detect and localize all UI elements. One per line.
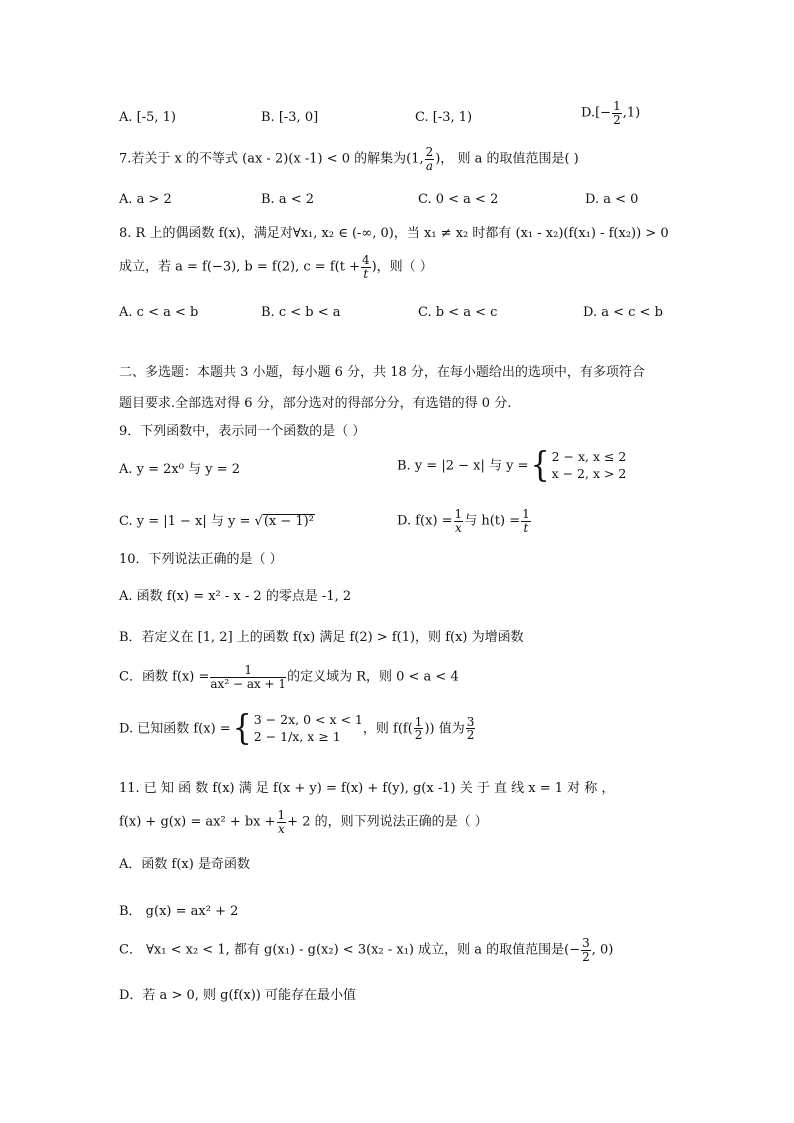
q6-option-d: D.[− $\frac{1}{2}$ ,1) [581,99,641,127]
q7-option-d: D. a < 0 [585,192,639,207]
q11-option-d: D．若 a > 0, 则 g(f(x)) 可能存在最小值 [119,988,357,1003]
q6-option-a: A. [-5, 1) [119,110,176,125]
q9-option-d: D. f(x) = $\frac{1}{x}$ 与 h(t) = $\frac{1}{t}$ [397,507,530,535]
q11-option-a: A．函数 f(x) 是奇函数 [119,857,250,872]
q11-stem-line2: f(x) + g(x) = ax² + bx + $\frac{1}{x}$ + 2 的，则下列说法正确的是（ ） [119,808,488,836]
q8-option-c: C. b < a < c [418,305,498,320]
section2-heading-line1: 二、多选题：本题共 3 小题，每小题 6 分，共 18 分，在每小题给出的选项中，有多项符合 [119,365,645,380]
q11-option-c: C． ∀x₁ < x₂ < 1, 都有 g(x₁) - g(x₂) < 3(x₂ - x₁) 成立，则 a 的取值范围是(− $\frac{3}{2}$ , 0) [119,936,614,964]
q7-option-a: A. a > 2 [119,192,172,207]
q8-stem-line2: 成立，若 a = f(−3), b = f(2), c = f(t + $\frac{4}{t}$ )，则（ ） [119,253,433,281]
q9-option-a: A. y = 2x⁰ 与 y = 2 [119,462,241,477]
q8-option-b: B. c < b < a [261,305,341,320]
q10-option-d: D. 已知函数 f(x) ={ 3 − 2x, 0 < x < 1 2 − 1/x, x ≥ 1 ，则 f(f( $\frac{1}{2}$ )) 值为 $\frac{3}{2}$ [119,708,475,749]
q8-option-a: A. c < a < b [119,305,199,320]
q6-option-c: C. [-3, 1) [415,110,473,125]
q9-stem: 9．下列函数中，表示同一个函数的是（ ） [119,424,366,439]
q11-option-b: B． g(x) = ax² + 2 [119,904,239,919]
q6-option-b: B. [-3, 0] [261,110,319,125]
section2-heading-line2: 题目要求.全部选对得 6 分，部分选对的得部分分，有选错的得 0 分. [119,396,512,411]
q8-option-d: D. a < c < b [583,305,663,320]
q10-stem: 10．下列说法正确的是（ ） [119,552,283,567]
q7-stem: 7.若关于 x 的不等式 (ax - 2)(x -1) < 0 的解集为(1, $\frac{2}{a}$ )， 则 a 的取值范围是( ) [119,145,579,173]
q10-option-b: B．若定义在 [1, 2] 上的函数 f(x) 满足 f(2) > f(1)，则 f(x) 为增函数 [119,630,524,645]
q7-option-c: C. 0 < a < 2 [418,192,499,207]
q10-option-a: A. 函数 f(x) = x² - x - 2 的零点是 -1, 2 [119,589,352,604]
q9-option-b: B. y = |2 − x| 与 y ={ 2 − x, x ≤ 2 x − 2, x > 2 [397,445,627,486]
q7-option-b: B. a < 2 [261,192,314,207]
q10-option-c: C．函数 f(x) = $\frac{1}{\text{ax² − ax + 1}}$ 的定义域为 R，则 0 < a < 4 [119,663,459,691]
q11-stem-line1: 11. 已 知 函 数 f(x) 满 足 f(x + y) = f(x) + f(y), g(x -1) 关 于 直 线 x = 1 对 称 ， [119,781,615,796]
q9-option-c: C. y = |1 − x| 与 y = √(x − 1)² [119,514,314,529]
q8-stem-line1: 8. R 上的偶函数 f(x)，满足对∀x₁, x₂ ∈ (-∞, 0)，当 x₁ ≠ x₂ 时都有 (x₁ - x₂)(f(x₁) - f(x₂)) > 0 [119,226,669,241]
